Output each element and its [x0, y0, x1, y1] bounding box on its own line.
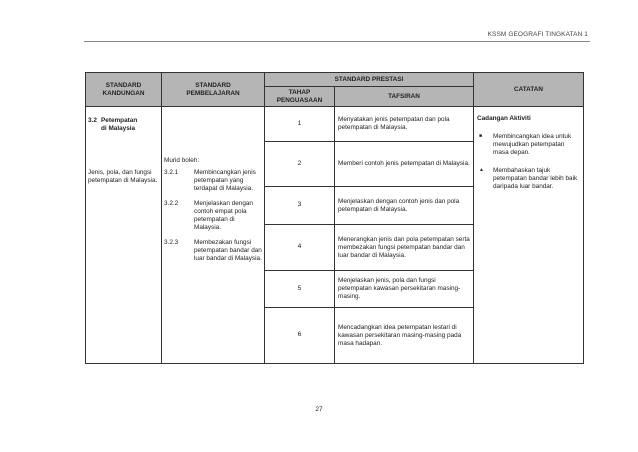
learning-item-code: 3.2.2	[164, 200, 179, 207]
tahap-level: 3	[265, 187, 335, 225]
learning-item-text: Membezakan fungsi petempatan bandar dan luar bandar di Malaysia.	[194, 239, 262, 262]
tafsiran-text: Memberi contoh jenis petempatan di Malaysia.	[335, 142, 474, 187]
topic-title	[88, 117, 159, 133]
tafsiran-text: Menyatakan jenis petempatan dan pola petempatan di Malaysia.	[335, 107, 474, 142]
learning-item-text: Membincangkan jenis petempatan yang terdapat di Malaysia.	[194, 169, 256, 192]
learning-item-code: 3.2.1	[164, 169, 179, 176]
kandungan-cell	[86, 107, 162, 364]
tafsiran-text: Menjelaskan jenis, pola dan fungsi petempatan kawasan persekitaran masing-masing.	[335, 271, 474, 308]
page-number: 27	[315, 406, 323, 413]
header-tafsiran: TAFSIRAN	[335, 87, 474, 107]
header-standard-prestasi: STANDARD PRESTASI	[265, 73, 474, 87]
tafsiran-text: Mencadangkan idea petempatan lestari di kawasan persekitaran masing-masing pada masa hadapan.	[335, 308, 474, 364]
header-standard-pembelajaran: STANDARD PEMBELAJARAN	[162, 73, 265, 107]
tahap-level: 5	[265, 271, 335, 308]
topic-title-line2: di Malaysia	[101, 125, 136, 132]
learning-item	[164, 239, 262, 263]
standards-table	[85, 72, 584, 364]
topic-number: 3.2	[88, 117, 97, 124]
pembelajaran-cell	[162, 107, 265, 364]
catatan-title: Cadangan Aktiviti	[477, 115, 531, 122]
tahap-level: 6	[265, 308, 335, 364]
square-bullet-icon: ■	[479, 133, 483, 139]
activity-text: Membincangkan idea untuk mewujudkan petempatan masa depan.	[493, 133, 572, 156]
learning-item	[164, 200, 262, 232]
tahap-level: 2	[265, 142, 335, 187]
document-header: KSSM GEOGRAFI TINGKATAN 1	[487, 31, 588, 38]
learning-item-text: Menjelaskan dengan contoh empat pola petempatan di Malaysia.	[194, 200, 253, 231]
topic-title-line1: Petempatan	[101, 117, 138, 124]
catatan-cell	[474, 107, 584, 364]
header-tahap-penguasaan: TAHAP PENGUASAAN	[265, 87, 335, 107]
learning-item	[164, 169, 262, 193]
activity-bullet	[477, 133, 580, 157]
header-divider	[84, 41, 590, 42]
activity-text: Membahaskan tajuk petempatan bandar lebih baik daripada luar bandar.	[493, 167, 578, 190]
tahap-level: 4	[265, 225, 335, 271]
tafsiran-text: Menerangkan jenis dan pola petempatan serta membezakan fungsi petempatan bandar dan luar bandar di Malaysia.	[335, 225, 474, 271]
triangle-bullet-icon: ▲	[479, 167, 484, 173]
topic-description: Jenis, pola, dan fungsi petempatan di Malaysia.	[88, 169, 158, 184]
tafsiran-text: Menjelaskan dengan contoh jenis dan pola petempatan di Malaysia.	[335, 187, 474, 225]
header-standard-kandungan: STANDARD KANDUNGAN	[86, 73, 162, 107]
activity-bullet	[477, 167, 580, 191]
header-catatan: CATATAN	[474, 73, 584, 107]
murid-intro: Murid boleh:	[164, 157, 200, 164]
tahap-level: 1	[265, 107, 335, 142]
learning-item-code: 3.2.3	[164, 239, 179, 246]
